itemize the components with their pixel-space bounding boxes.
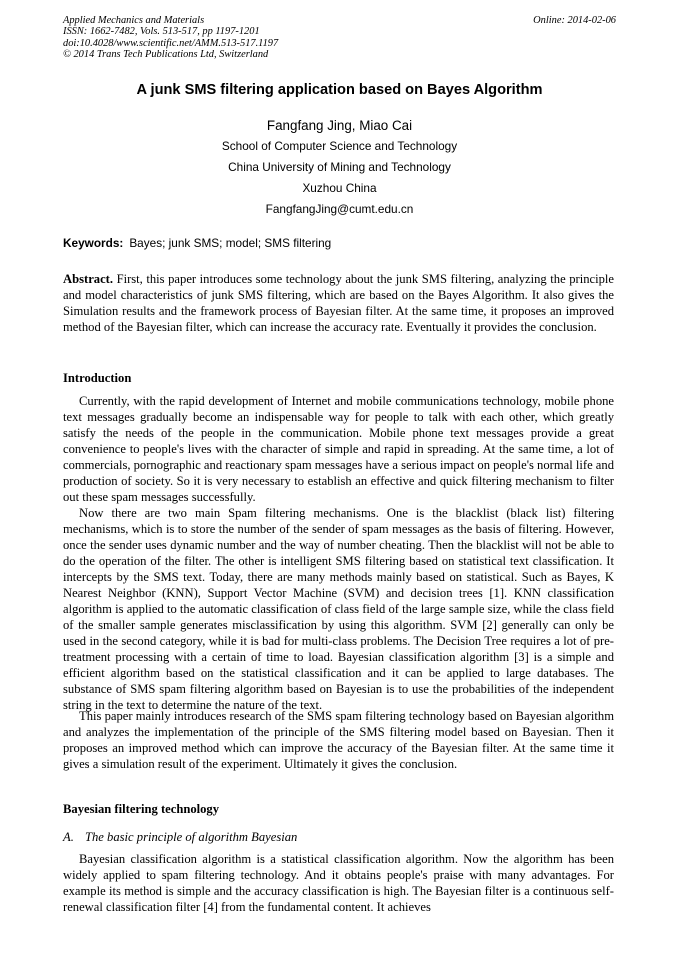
paper-authors: Fangfang Jing, Miao Cai — [266, 118, 413, 133]
subsection-heading — [63, 830, 616, 845]
bayesian-heading: Bayesian filtering technology — [63, 802, 220, 816]
bayesian-paragraph-1: Bayesian classification algorithm is a statistical classification algorithm. Now the algorithm has been widely applied to spam filtering technology. And it obtains people's praise with many advantages. For example its method is simple and the accuracy classification is high. The Bayesian filter is a continuous self-renewal classification filter [4] from the fundamental content. It achieves — [63, 852, 614, 914]
affiliation-email: FangfangJing@cumt.edu.cn — [265, 202, 414, 216]
affiliation-university: China University of Mining and Technology — [228, 160, 451, 174]
affiliation-school: School of Computer Science and Technology — [221, 139, 458, 153]
paper-title: A junk SMS filtering application based on Bayes Algorithm — [136, 82, 543, 98]
abstract-label: Abstract. — [63, 272, 114, 286]
affiliation-city: Xuzhou China — [302, 181, 377, 195]
keywords-text: Bayes; junk SMS; model; SMS filtering — [129, 236, 332, 250]
doi-line: doi:10.4028/www.scientific.net/AMM.513-517.1197 — [63, 37, 279, 49]
introduction-paragraph-3: This paper mainly introduces research of the SMS spam filtering technology based on Bayesian algorithm and analyzes the implementation of the principle of the SMS filtering model based on Bayesian. Then it proposes an improved method which can improve the accuracy of the Bayesian filter. At the same time it gives a simulation result of the experiment. Ultimately it gives the conclusion. — [63, 709, 614, 771]
introduction-paragraph-1: Currently, with the rapid development of Internet and mobile communications technology, mobile phone text messages gradually become an indispensable way for people to talk with each other, which greatly satisfy the needs of the people in the communication. Mobile phone text messages provide a great convenience to people's lives with the character of simple and rapid in spreading. At the same time, a lot of commercials, pornographic and reactionary spam messages have a serious impact on people's normal life and production of society. So it is very necessary to establish an effective and quick filtering mechanism to filter out these spam messages successfully. — [63, 394, 614, 504]
online-date: Online: 2014-02-06 — [533, 15, 616, 26]
introduction-heading: Introduction — [63, 371, 132, 385]
abstract-text: First, this paper introduces some technology about the junk SMS filtering, analyzing the principle and model characteristics of junk SMS filtering, which are based on the Bayes Algorithm. It also gives the Simulation results and the framework process of Bayesian filter. At the same time, it proposes an improved method of the Bayesian filter, which can increase the accuracy rate. Eventually it provides the conclusion. — [63, 272, 614, 334]
keywords — [63, 236, 616, 250]
subsection-title: The basic principle of algorithm Bayesian — [85, 830, 298, 844]
abstract — [63, 271, 614, 335]
journal-name: Applied Mechanics and Materials — [63, 15, 205, 26]
keywords-label: Keywords: — [63, 236, 124, 250]
subsection-number: A. — [63, 830, 74, 844]
issn-line: ISSN: 1662-7482, Vols. 513-517, pp 1197-1201 — [63, 26, 260, 38]
copyright-line: © 2014 Trans Tech Publications Ltd, Switzerland — [63, 49, 269, 61]
introduction-paragraph-2: Now there are two main Spam filtering mechanisms. One is the blacklist (black list) filtering mechanisms, which is to store the number of the sender of spam messages as the basis of filtering. However, once the sender uses dynamic number and the way of number cheating. Then the blacklist will not be able to do the operation of the filter. The other is intelligent SMS filtering based on statistical text classification. It intercepts by the SMS text. Today, there are many methods mainly based on statistical. Such as Bayes, K Nearest Neighbor (KNN), Support Vector Machine (SVM) and decision trees [1]. KNN classification algorithm is applied to the automatic classification of class field of the large sample size, while the class field of the smaller sample generates misclassification by using this algorithm. SVM [2] generally can only be used in the second category, while it is bad for multi-class problems. The Decision Tree requires a lot of pre-treatment processing with a certain of time to load. Bayesian classification algorithm [3] is a simple and efficient algorithm based on the statistical classification and it can be applied to large databases. The substance of SMS spam filtering algorithm based on Bayesian is to use the probabilities of the independent string in the text to determine the nature of the text. — [63, 506, 614, 712]
journal-header — [63, 15, 616, 61]
